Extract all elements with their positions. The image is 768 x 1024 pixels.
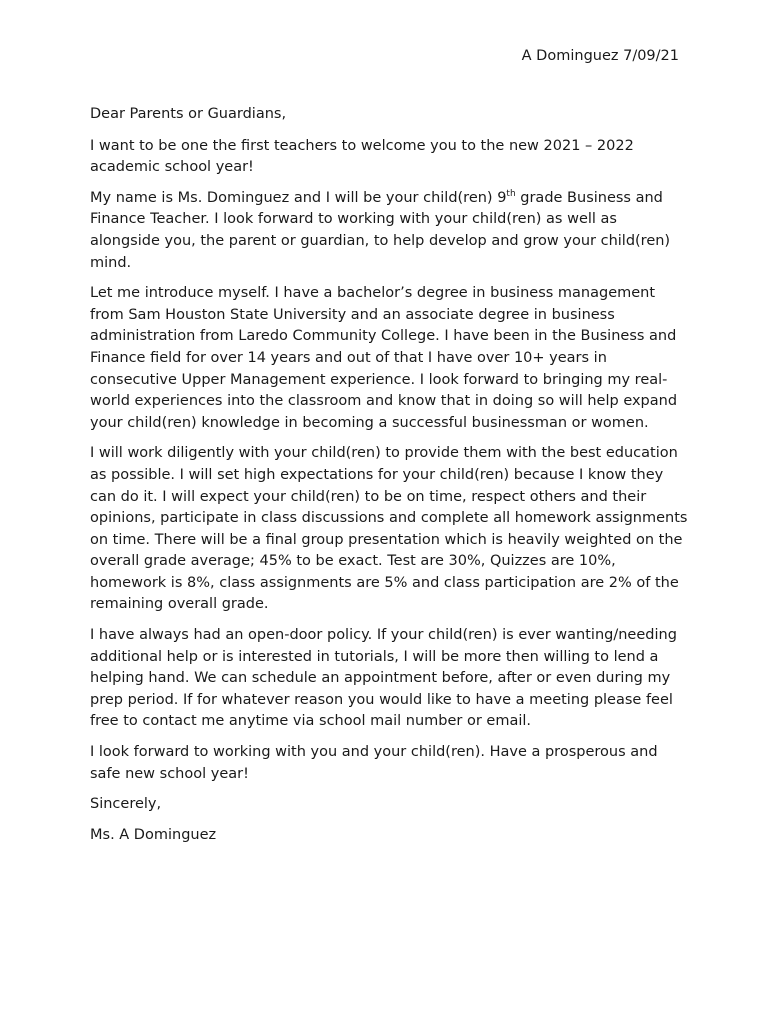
name-paragraph [90, 188, 690, 274]
salutation: Dear Parents or Guardians, [90, 106, 287, 122]
sign-off: Sincerely, [90, 796, 162, 813]
grade-ordinal-superscript: th [506, 188, 516, 199]
author-date-header: A Dominguez 7/09/21 [521, 48, 679, 64]
open-door-paragraph: I have always had an open-door policy. If your child(ren) is ever wanting/needing additional help or is interested in tutorials, I will be more then willing to lend a helping hand. We can schedule an appointment before, after or even during my prep period. If for whatever reason you would like to have a meeting please feel free to contact me anytime via school mail number or email. [90, 627, 677, 730]
letter-body [90, 104, 690, 855]
name-paragraph-start: My name is Ms. Dominguez and I will be your child(ren) 9 [90, 189, 507, 206]
name-paragraph-end: grade Business and Finance Teacher. I look forward to working with your child(ren) as well as alongside you, the parent or guardian, to help develop and grow your child(ren) mind. [90, 189, 671, 271]
background-paragraph: Let me introduce myself. I have a bachelor’s degree in business management from Sam Houston State University and an associate degree in business administration from Laredo Community College. I have been in the Business and Finance field for over 14 years and out of that I have over 10+ years in consecutive Upper Management experience. I look forward to bringing my real-world experiences into the classroom and know that in doing so will help expand your child(ren) knowledge in becoming a successful businessman or women. [90, 285, 678, 431]
expectations-paragraph: I will work diligently with your child(ren) to provide them with the best education as possible. I will set high expectations for your child(ren) because I know they can do it. I will expect your child(ren) to be on time, respect others and their opinions, participate in class discussions and complete all homework assignments on time. There will be a final group presentation which is heavily weighted on the overall grade average; 45% to be exact. Test are 30%, Quizzes are 10%, homework is 8%, class assignments are 5% and class participation are 2% of the remaining overall grade. [90, 445, 688, 613]
closing-paragraph: I look forward to working with you and your child(ren). Have a prosperous and safe new school year! [90, 744, 658, 782]
intro-paragraph: I want to be one the first teachers to welcome you to the new 2021 – 2022 academic school year! [90, 137, 634, 176]
signature: Ms. A Dominguez [90, 826, 217, 843]
